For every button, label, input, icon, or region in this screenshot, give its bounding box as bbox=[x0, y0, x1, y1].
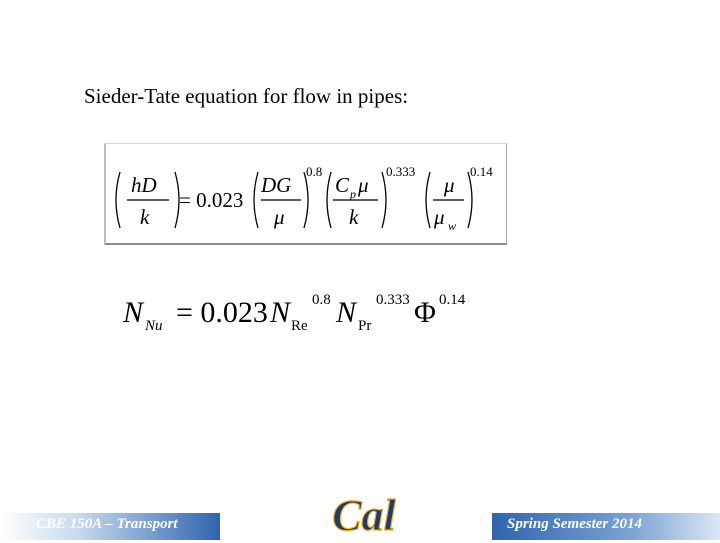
term1-denominator: μ bbox=[274, 205, 285, 229]
term2-numerator-mu: μ bbox=[358, 173, 369, 197]
footer-semester-label: Spring Semester 2014 bbox=[507, 516, 643, 532]
equals-coefficient-2: = 0.023 bbox=[176, 296, 268, 329]
sieder-tate-equation-box bbox=[104, 143, 507, 245]
paren-right bbox=[304, 172, 308, 228]
term2-denominator: k bbox=[349, 205, 359, 229]
paren-left bbox=[327, 172, 331, 228]
cal-logo-icon bbox=[326, 486, 400, 538]
paren-right bbox=[468, 172, 472, 228]
term3-denominator-sub: w bbox=[448, 219, 457, 233]
term2-numerator-c: C bbox=[335, 173, 350, 197]
paren-left bbox=[116, 172, 120, 228]
prandtl-symbol: N bbox=[336, 296, 357, 329]
prandtl-subscript: Pr bbox=[358, 318, 372, 334]
lhs-numerator: hD bbox=[131, 173, 157, 197]
footer-course-label: CBE 150A – Transport bbox=[36, 516, 178, 532]
nusselt-symbol: N bbox=[123, 296, 144, 329]
dimensionless-equation bbox=[118, 280, 498, 340]
term2-exponent: 0.333 bbox=[386, 164, 416, 179]
nusselt-subscript: Nu bbox=[145, 318, 163, 334]
paren-left bbox=[254, 172, 258, 228]
term3-exponent: 0.14 bbox=[470, 164, 493, 179]
phi-symbol: Φ bbox=[414, 296, 436, 329]
lhs-denominator: k bbox=[140, 205, 150, 229]
term1-numerator: DG bbox=[261, 173, 292, 197]
term3-denominator-mu: μ bbox=[434, 205, 445, 229]
reynolds-exponent: 0.8 bbox=[312, 292, 331, 308]
term1-exponent: 0.8 bbox=[306, 164, 323, 179]
reynolds-subscript: Re bbox=[291, 318, 308, 334]
cal-logo bbox=[326, 486, 400, 538]
phi-exponent: 0.14 bbox=[439, 292, 466, 308]
term3-numerator: μ bbox=[444, 173, 455, 197]
paren-right bbox=[382, 172, 386, 228]
sieder-tate-equation bbox=[106, 144, 504, 240]
slide-heading: Sieder-Tate equation for flow in pipes: bbox=[84, 84, 409, 108]
dimensionless-equation-svg bbox=[118, 280, 498, 340]
equals-coefficient: = 0.023 bbox=[179, 188, 244, 212]
reynolds-symbol: N bbox=[270, 296, 291, 329]
term2-numerator-sub: p bbox=[350, 187, 356, 201]
paren-left bbox=[426, 172, 430, 228]
prandtl-exponent: 0.333 bbox=[376, 292, 410, 308]
cal-logo-text: Cal bbox=[332, 491, 396, 538]
